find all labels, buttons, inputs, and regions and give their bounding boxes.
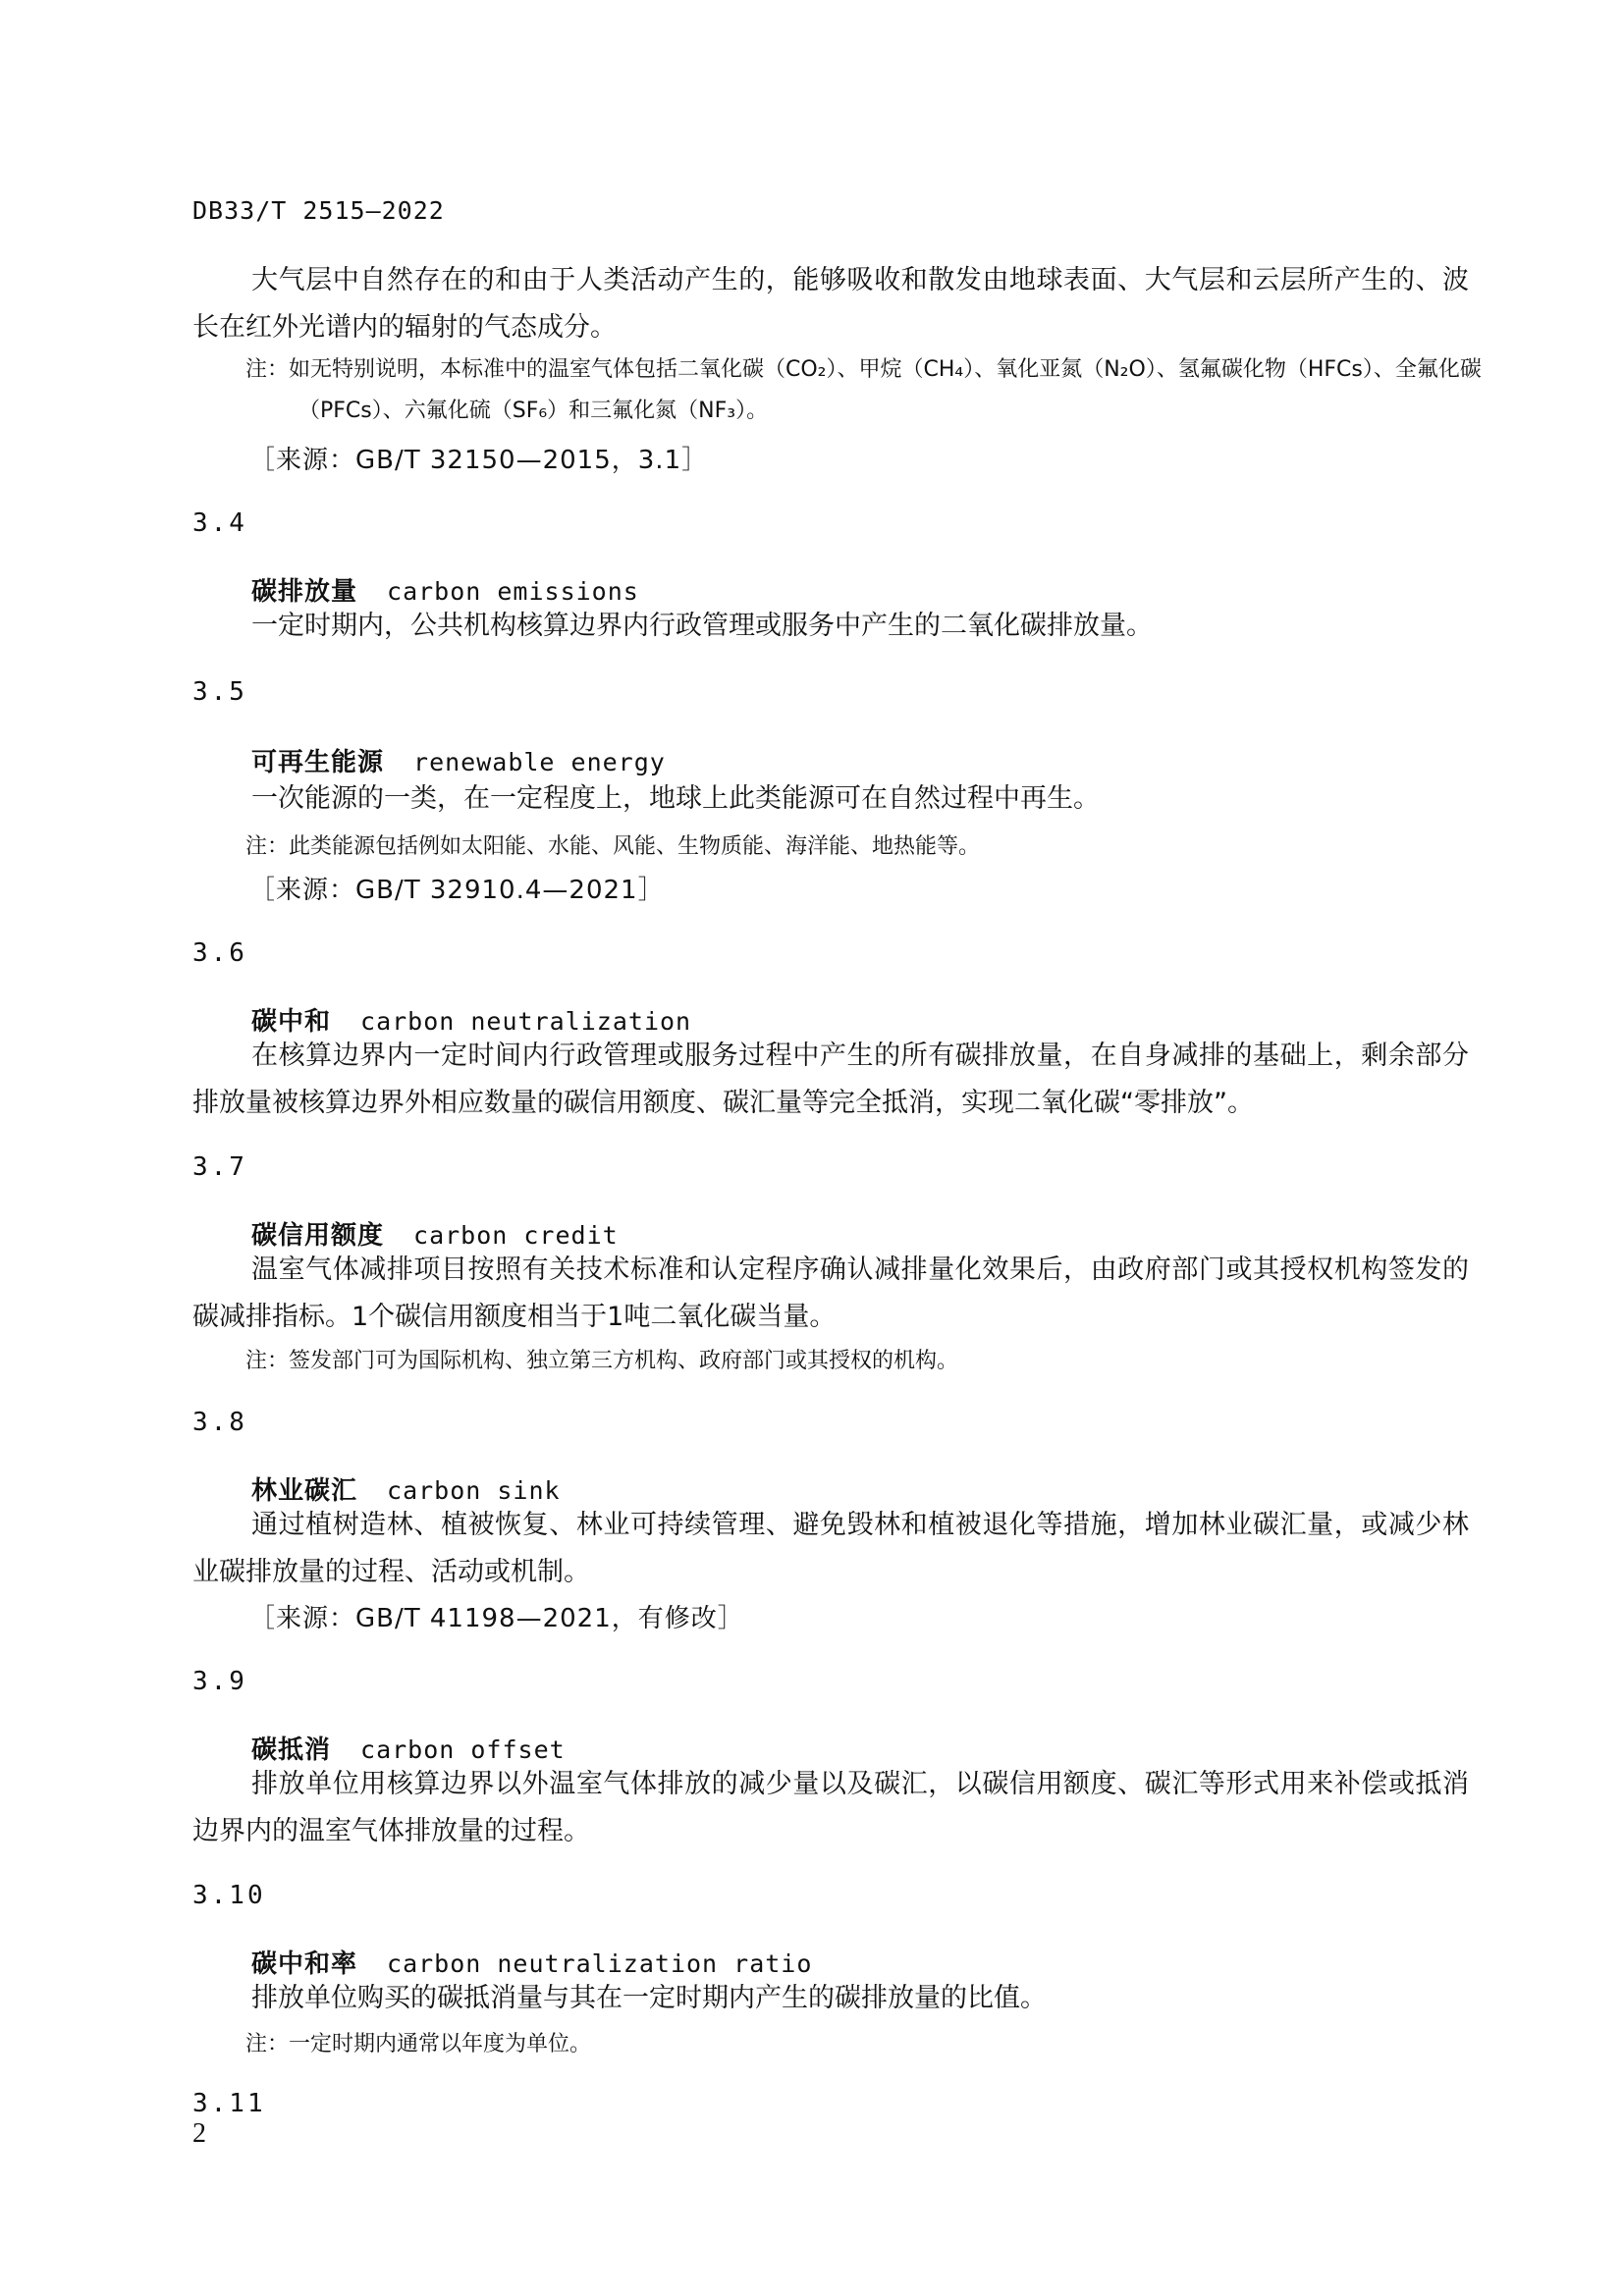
definition-text: 排放单位购买的碳抵消量与其在一定时期内产生的碳排放量的比值。: [251, 1983, 1047, 2013]
clause-number: 3.6: [192, 938, 247, 968]
term-english: carbon credit: [413, 1221, 619, 1250]
definition-text: 通过植树造林、植被恢复、林业可持续管理、避免毁林和植被退化等措施，增加林业碳汇量，或减少林业碳排放量的过程、活动或机制。: [192, 1510, 1469, 1587]
term-english: renewable energy: [413, 748, 666, 776]
source-citation: ［来源：GB/T 32150—2015，3.1］: [249, 446, 709, 475]
definition-text: 大气层中自然存在的和由于人类活动产生的，能够吸收和散发由地球表面、大气层和云层所产生的、波长在红外光谱内的辐射的气态成分。: [192, 265, 1469, 343]
clause-number: 3.5: [192, 677, 247, 707]
note-text: 注：此类能源包括例如太阳能、水能、风能、生物质能、海洋能、地热能等。: [245, 834, 981, 859]
definition-text: 温室气体减排项目按照有关技术标准和认定程序确认减排量化效果后，由政府部门或其授权机构签发的碳减排指标。1个碳信用额度相当于1吨二氧化碳当量。: [192, 1255, 1469, 1332]
document-code: DB33/T 2515—2022: [192, 196, 445, 225]
page-number: 2: [192, 2118, 206, 2149]
note-text: 注：如无特别说明，本标准中的温室气体包括二氧化碳（CO₂）、甲烷（CH₄）、氧化亚氮（N₂O）、氢氟碳化物（HFCs）、全氟化碳（PFCs）、六氟化硫（SF₆）和三氟化氮（NF₃）。: [245, 357, 1482, 423]
definition-text: 一定时期内，公共机构核算边界内行政管理或服务中产生的二氧化碳排放量。: [251, 611, 1153, 641]
term-chinese: 可再生能源: [251, 748, 385, 777]
source-citation: ［来源：GB/T 41198—2021，有修改］: [249, 1604, 744, 1633]
clause-number: 3.11: [192, 2089, 266, 2118]
definition-text: 一次能源的一类，在一定程度上，地球上此类能源可在自然过程中再生。: [251, 783, 1100, 814]
term-chinese: 碳中和率: [251, 1949, 358, 1979]
clause-number: 3.9: [192, 1667, 247, 1696]
term-english: carbon offset: [360, 1735, 566, 1764]
term-english: carbon neutralization: [360, 1007, 692, 1036]
term-chinese: 碳排放量: [251, 577, 358, 607]
term-chinese: 碳抵消: [251, 1735, 332, 1765]
term-english: carbon neutralization ratio: [387, 1949, 813, 1978]
clause-number: 3.4: [192, 508, 247, 538]
clause-number: 3.10: [192, 1881, 266, 1910]
definition-text: 排放单位用核算边界以外温室气体排放的减少量以及碳汇，以碳信用额度、碳汇等形式用来补偿或抵消边界内的温室气体排放量的过程。: [192, 1769, 1469, 1846]
term-english: carbon emissions: [387, 577, 639, 606]
source-citation: ［来源：GB/T 32910.4—2021］: [249, 876, 665, 905]
term-entry: [251, 742, 666, 778]
term-english: carbon sink: [387, 1476, 561, 1505]
term-chinese: 碳中和: [251, 1007, 332, 1037]
clause-number: 3.7: [192, 1152, 247, 1182]
note-text: 注：签发部门可为国际机构、独立第三方机构、政府部门或其授权的机构。: [245, 1349, 959, 1373]
note-text: 注：一定时期内通常以年度为单位。: [245, 2032, 592, 2056]
clause-number: 3.8: [192, 1408, 247, 1437]
term-chinese: 碳信用额度: [251, 1221, 385, 1251]
term-chinese: 林业碳汇: [251, 1476, 358, 1506]
definition-text: 在核算边界内一定时间内行政管理或服务过程中产生的所有碳排放量，在自身减排的基础上，剩余部分排放量被核算边界外相应数量的碳信用额度、碳汇量等完全抵消，实现二氧化碳“零排放”。: [192, 1041, 1469, 1118]
